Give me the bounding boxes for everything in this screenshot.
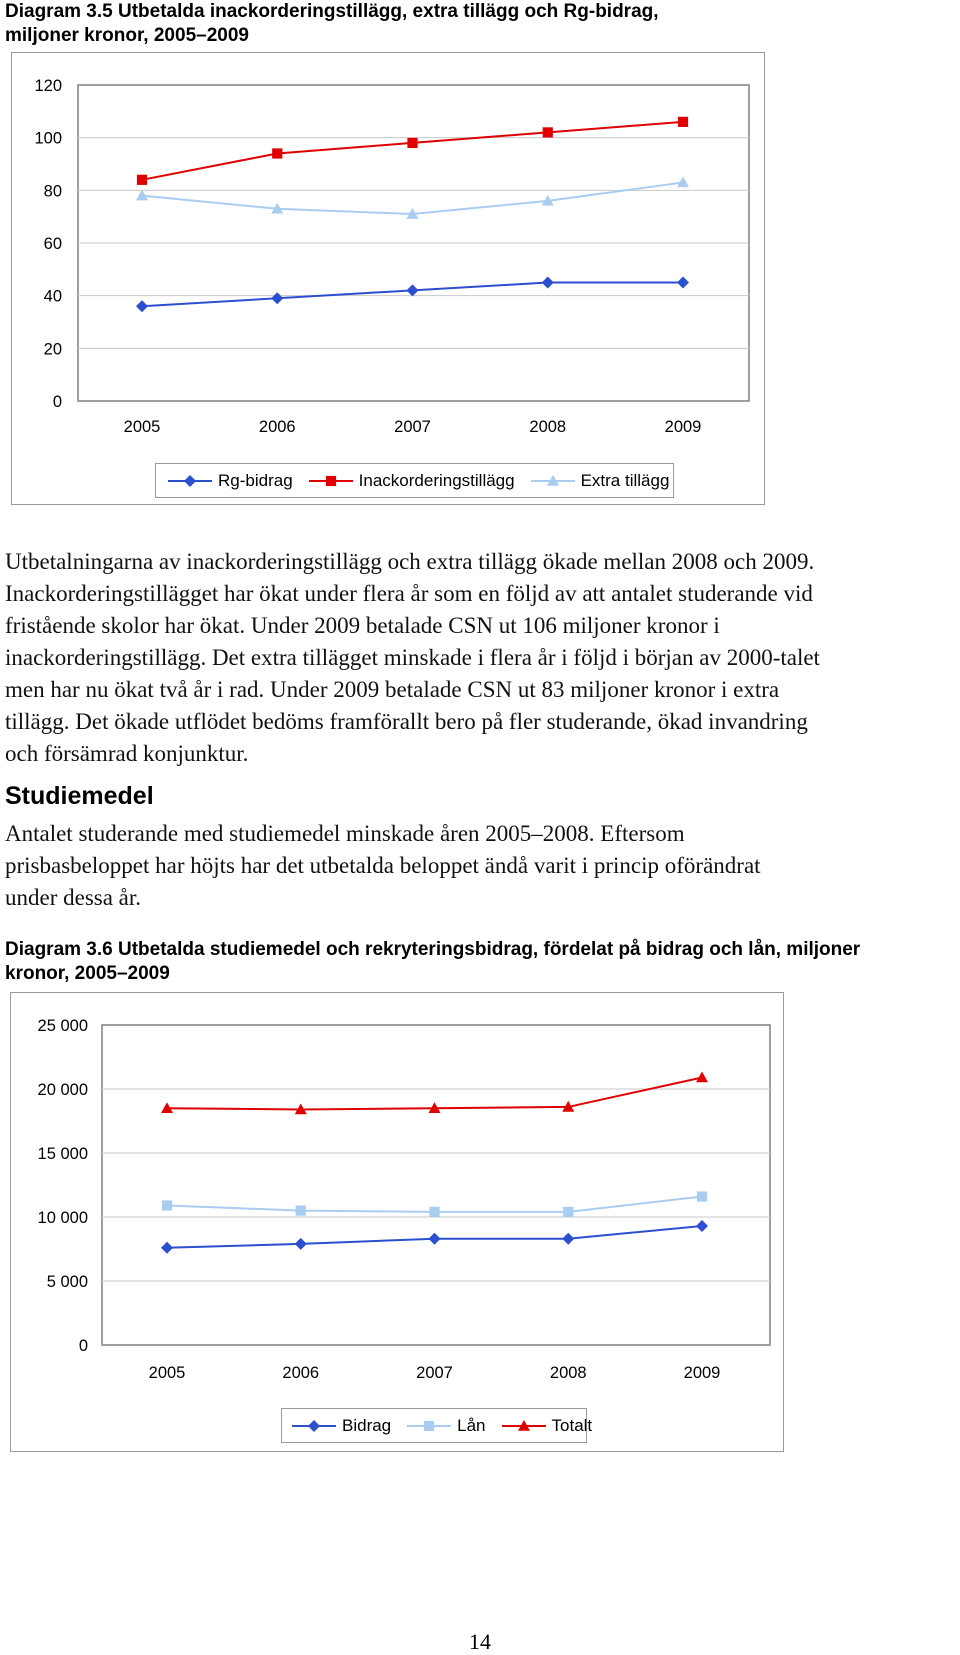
x-tick-label: 2007 — [394, 418, 431, 436]
series-inackorderingstillägg-point-2 — [407, 138, 417, 148]
legend-marker-rg-bidrag-point-0 — [184, 475, 196, 487]
series-inackorderingstillägg-point-1 — [272, 148, 282, 158]
x-tick-label: 2005 — [148, 1364, 186, 1382]
chart2-container — [10, 992, 784, 1452]
legend-swatch-bidrag — [290, 1418, 338, 1434]
series-lån-point-0 — [162, 1200, 172, 1210]
y-tick-label: 120 — [34, 77, 62, 95]
legend-label-extra-tillägg: Extra tillägg — [580, 470, 670, 490]
legend-marker-inackorderingstillägg-point-0 — [326, 475, 336, 485]
y-tick-label: 5 000 — [46, 1273, 88, 1291]
chart2-legend — [281, 1408, 593, 1443]
legend-swatch-inackorderingstillägg — [307, 473, 355, 489]
legend-item-lån — [405, 1416, 485, 1436]
chart1-svg — [12, 53, 764, 504]
legend-label-inackorderingstillägg: Inackorderingstillägg — [358, 470, 515, 490]
legend-label-rg-bidrag: Rg-bidrag — [218, 470, 293, 490]
x-tick-label: 2005 — [123, 418, 161, 436]
y-tick-label: 0 — [52, 393, 62, 411]
chart1-container — [11, 52, 765, 505]
chart2-caption: Diagram 3.6 Utbetalda studiemedel och rekryteringsbidrag, fördelat på bidrag och lån, miljoner kronor, 2005–2009 — [5, 939, 861, 984]
series-lån-point-1 — [296, 1206, 306, 1216]
page-number: 14 — [469, 1629, 491, 1654]
series-inackorderingstillägg-point-0 — [137, 175, 147, 185]
legend-label-totalt: Totalt — [551, 1415, 593, 1435]
series-lån-point-4 — [697, 1191, 707, 1201]
x-tick-label: 2008 — [529, 418, 567, 436]
y-tick-label: 25 000 — [37, 1017, 88, 1035]
y-tick-label: 10 000 — [37, 1209, 88, 1227]
legend-marker-bidrag-point-0 — [308, 1420, 320, 1432]
y-tick-label: 80 — [43, 182, 62, 201]
plot-area — [102, 1025, 770, 1345]
series-lån-point-3 — [563, 1207, 573, 1217]
x-tick-label: 2009 — [683, 1364, 721, 1382]
chart1-legend — [155, 463, 674, 498]
y-tick-label: 0 — [78, 1337, 88, 1355]
legend-label-lån: Lån — [457, 1415, 486, 1435]
body-paragraph-2: Antalet studerande med studiemedel minskade åren 2005–2008. Eftersom prisbasbeloppet har höjts har det utbetalda beloppet ändå varit i princip oförändrat under dessa år. — [5, 821, 761, 910]
series-inackorderingstillägg-point-3 — [543, 127, 553, 137]
y-tick-label: 20 — [43, 340, 62, 359]
y-tick-label: 20 000 — [37, 1081, 88, 1099]
chart2-svg — [11, 993, 783, 1451]
legend-label-bidrag: Bidrag — [342, 1415, 392, 1435]
legend-item-totalt — [500, 1416, 593, 1436]
y-tick-label: 15 000 — [37, 1145, 88, 1163]
body-paragraph-1: Utbetalningarna av inackorderingstillägg och extra tillägg ökade mellan 2008 och 2009. Inackorderingstillägget har ökat under flera år som en följd av att antalet studerande vid fristående skolor har ökat. Under 2009 betalade CSN ut 106 miljoner kronor i inackorderingstillägg. Det extra tillägget minskade i flera år i följd i början av 2000-talet men har nu ökat två år i rad. Under 2009 betalade CSN ut 83 miljoner kronor i extra tillägg. Det ökade utflödet bedöms framförallt bero på fler studerande, ökad invandring och försämrad konjunktur. — [5, 549, 820, 766]
legend-item-bidrag — [290, 1416, 391, 1436]
legend-swatch-extra-tillägg — [529, 473, 577, 489]
x-tick-label: 2009 — [664, 418, 702, 436]
y-tick-label: 100 — [34, 129, 62, 148]
legend-marker-lån-point-0 — [424, 1420, 434, 1430]
series-lån-point-2 — [429, 1207, 439, 1217]
legend-swatch-lån — [405, 1418, 453, 1434]
x-tick-label: 2008 — [549, 1364, 587, 1382]
y-tick-label: 60 — [43, 235, 62, 253]
legend-item-inackorderingstillägg — [307, 471, 515, 491]
legend-swatch-rg-bidrag — [166, 473, 214, 489]
x-tick-label: 2006 — [282, 1364, 320, 1382]
section-heading: Studiemedel — [5, 782, 154, 810]
y-tick-label: 40 — [43, 287, 62, 306]
legend-swatch-totalt — [500, 1418, 548, 1434]
legend-item-extra-tillägg — [529, 471, 670, 491]
x-tick-label: 2007 — [416, 1364, 453, 1382]
chart1-caption: Diagram 3.5 Utbetalda inackorderingstillägg, extra tillägg och Rg-bidrag, miljoner kronor, 2005–2009 — [5, 1, 659, 46]
series-inackorderingstillägg-point-4 — [678, 117, 688, 127]
x-tick-label: 2006 — [258, 418, 296, 436]
legend-item-rg-bidrag — [166, 471, 293, 491]
